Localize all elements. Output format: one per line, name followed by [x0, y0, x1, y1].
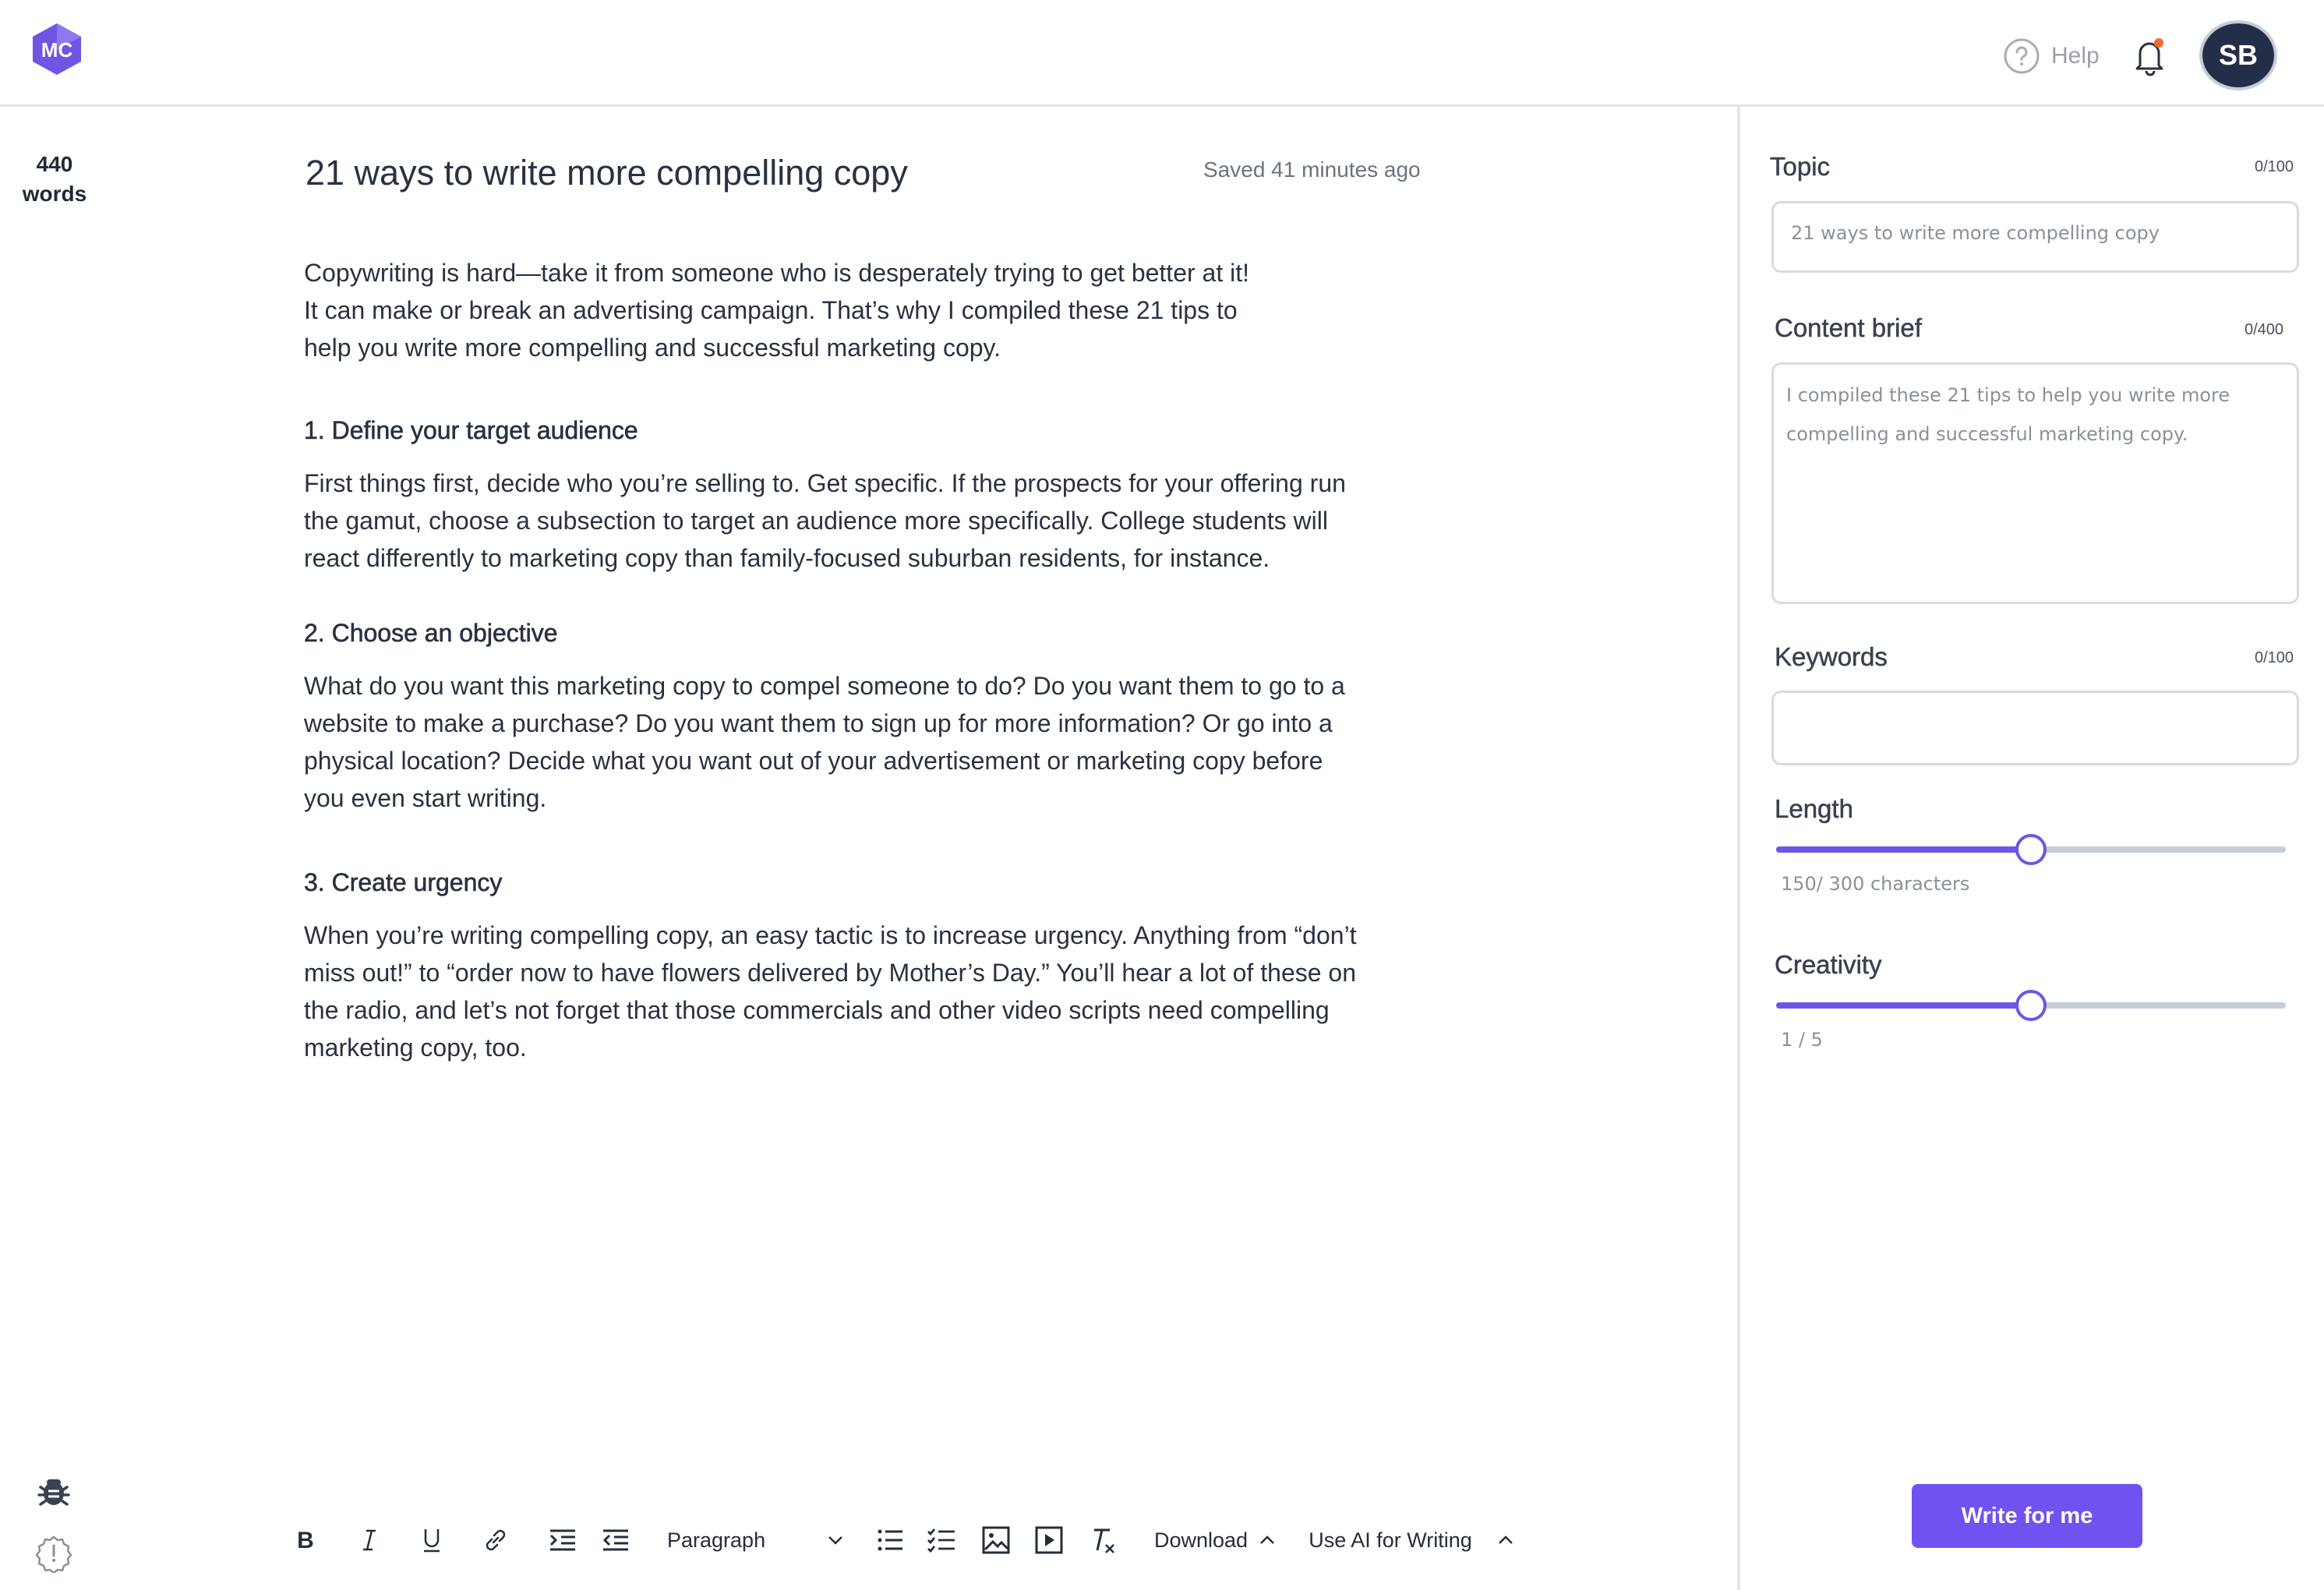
bullet-list-button[interactable] — [873, 1515, 907, 1565]
notification-bell-icon[interactable] — [2132, 36, 2168, 76]
length-slider[interactable] — [1776, 834, 2286, 865]
chevron-up-icon — [1257, 1530, 1277, 1550]
checklist-button[interactable] — [924, 1515, 959, 1565]
keywords-char-count: 0/100 — [2255, 649, 2294, 666]
outdent-button[interactable] — [599, 1515, 633, 1565]
topic-input[interactable]: 21 ways to write more compelling copy — [1771, 201, 2299, 273]
italic-button[interactable] — [352, 1515, 387, 1565]
keywords-input[interactable] — [1771, 691, 2299, 765]
brief-line: I compiled these 21 tips to help you write more — [1786, 384, 2230, 406]
content-brief-label: Content brief — [1775, 313, 1922, 342]
underline-icon — [416, 1525, 447, 1556]
indent-button[interactable] — [546, 1515, 580, 1565]
chevron-up-icon — [1496, 1530, 1516, 1550]
italic-icon — [354, 1525, 385, 1556]
chevron-down-icon — [825, 1529, 846, 1551]
creativity-value: 1 / 5 — [1781, 1029, 1823, 1051]
section-paragraph — [304, 667, 1426, 817]
text-line: What do you want this marketing copy to compel someone to do? Do you want them to go to a — [304, 672, 1345, 700]
image-icon — [980, 1525, 1012, 1556]
document-title[interactable]: 21 ways to write more compelling copy — [306, 153, 908, 193]
insert-video-button[interactable] — [1032, 1515, 1066, 1565]
user-avatar[interactable]: SB — [2199, 20, 2277, 90]
section-paragraph — [304, 917, 1426, 1066]
insert-image-button[interactable] — [979, 1515, 1013, 1565]
underline-button[interactable] — [415, 1515, 449, 1565]
text-line: miss out!” to “order now to have flowers delivered by Mother’s Day.” You’ll hear a lot of these on — [304, 959, 1357, 987]
saved-status: Saved 41 minutes ago — [1203, 157, 1421, 182]
text-line: First things first, decide who you’re selling to. Get specific. If the prospects for your offering run — [304, 469, 1346, 497]
text-line: Copywriting is hard—take it from someone who is desperately trying to get better at it! — [304, 259, 1249, 287]
bold-icon — [290, 1525, 321, 1556]
text-line: the radio, and let’s not forget that those commercials and other video scripts need compelling — [304, 996, 1330, 1024]
section-heading: 3. Create urgency — [304, 868, 503, 896]
paragraph-style-select[interactable] — [667, 1515, 846, 1565]
editor-body[interactable] — [304, 254, 1426, 1104]
link-button[interactable] — [479, 1515, 513, 1565]
creativity-label: Creativity — [1775, 950, 1882, 979]
bug-icon[interactable] — [34, 1472, 73, 1510]
section-heading: 1. Define your target audience — [304, 416, 638, 444]
topic-char-count: 0/100 — [2255, 158, 2294, 175]
mc-logo-icon[interactable] — [31, 22, 83, 76]
text-line: marketing copy, too. — [304, 1034, 527, 1062]
bullet-list-icon — [874, 1525, 906, 1556]
intro-paragraph — [304, 254, 1426, 366]
text-line: help you write more compelling and successful marketing copy. — [304, 334, 1001, 362]
length-label: Length — [1775, 794, 1853, 823]
paragraph-style-value: Paragraph — [667, 1528, 766, 1552]
text-line: It can make or break an advertising campaign. That’s why I compiled these 21 tips to — [304, 296, 1238, 324]
download-menu-button[interactable] — [1153, 1515, 1278, 1565]
text-line: react differently to marketing copy than family-focused suburban residents, for instance. — [304, 544, 1270, 572]
slider-thumb[interactable] — [2015, 990, 2047, 1021]
ai-settings-panel — [1737, 107, 2324, 1590]
section-paragraph — [304, 465, 1426, 577]
clear-format-icon — [1086, 1525, 1118, 1556]
top-bar — [0, 0, 2324, 107]
write-for-me-button[interactable]: Write for me — [1912, 1484, 2142, 1548]
section-heading: 2. Choose an objective — [304, 619, 558, 647]
topic-label: Topic — [1770, 152, 1831, 181]
length-value: 150/ 300 characters — [1781, 873, 1970, 895]
text-line: the gamut, choose a subsection to target an audience more specifically. College students will — [304, 507, 1328, 535]
creativity-slider[interactable] — [1776, 990, 2286, 1021]
help-button[interactable] — [2003, 36, 2100, 76]
slider-fill — [1776, 846, 2031, 853]
svg-text:MC: MC — [41, 38, 73, 62]
bold-button[interactable] — [288, 1515, 323, 1565]
help-label: Help — [2051, 43, 2100, 69]
checklist-icon — [926, 1525, 957, 1556]
download-label: Download — [1153, 1528, 1249, 1552]
svg-text:B: B — [297, 1528, 314, 1553]
word-count-number: 440 — [36, 152, 73, 176]
slider-thumb[interactable] — [2015, 834, 2047, 865]
ai-writing-menu-button[interactable] — [1303, 1515, 1521, 1565]
link-icon — [480, 1525, 511, 1556]
indent-icon — [547, 1525, 578, 1556]
slider-fill — [1776, 1002, 2031, 1009]
clear-formatting-button[interactable] — [1085, 1515, 1119, 1565]
alert-badge-icon[interactable] — [34, 1534, 73, 1573]
text-line: you even start writing. — [304, 784, 547, 812]
word-count — [8, 150, 101, 209]
text-line: physical location? Decide what you want out of your advertisement or marketing copy before — [304, 747, 1323, 775]
content-brief-textarea[interactable] — [1771, 362, 2299, 604]
video-icon — [1033, 1525, 1065, 1556]
text-line: When you’re writing compelling copy, an easy tactic is to increase urgency. Anything from “don’t — [304, 921, 1357, 949]
ai-writing-label: Use AI for Writing — [1309, 1528, 1472, 1552]
question-circle-icon — [2003, 37, 2040, 75]
text-line: website to make a purchase? Do you want them to sign up for more information? Or go into a — [304, 709, 1333, 737]
outdent-icon — [600, 1525, 631, 1556]
keywords-label: Keywords — [1775, 642, 1888, 671]
formatting-toolbar — [288, 1515, 1535, 1565]
word-count-unit: words — [22, 182, 87, 206]
brief-line: compelling and successful marketing copy. — [1786, 423, 2188, 445]
content-brief-char-count: 0/400 — [2245, 321, 2284, 338]
